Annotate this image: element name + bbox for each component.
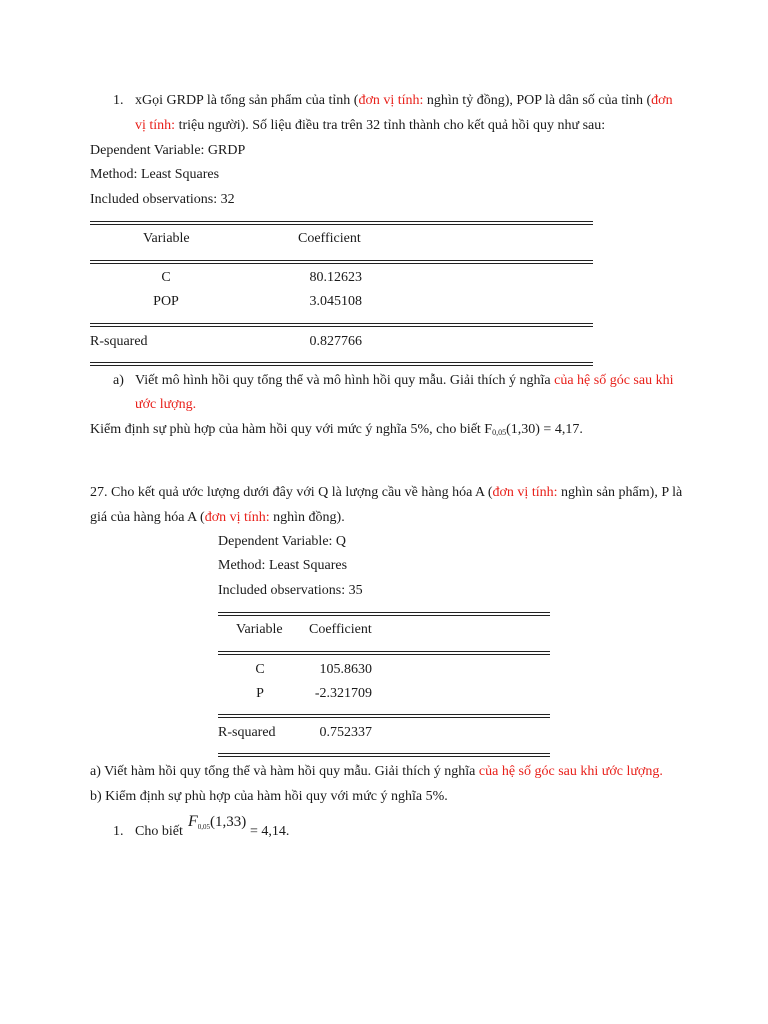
- table2-row-c-coef: 105.8630: [319, 662, 372, 677]
- table2-rsq-label: R-squared: [218, 725, 276, 740]
- q27-note-text: Cho biết: [135, 824, 183, 839]
- q1-test: [90, 421, 583, 442]
- q27-method: Method: Least Squares: [218, 558, 348, 573]
- q27-note-number: 1.: [113, 824, 124, 839]
- table2-row-p-var: P: [256, 686, 264, 701]
- table1-row-pop-coef: 3.045108: [309, 294, 362, 309]
- table1-row-c-var: C: [161, 270, 171, 285]
- table2-rule-top-1: [218, 612, 550, 613]
- table1-head-variable: Variable: [143, 231, 190, 246]
- q1-a-line1: [135, 372, 673, 390]
- table1-rule-top-1: [90, 221, 593, 222]
- q27-observations: Included observations: 35: [218, 583, 363, 598]
- q1-dependent-variable: Dependent Variable: GRDP: [90, 143, 246, 158]
- q27-line1-a: 27. Cho kết quả ước lượng dưới đây với Q là lượng cầu về hàng hóa A (: [90, 485, 493, 500]
- q1-a-red2: ước lượng.: [135, 397, 197, 412]
- q1-line1: [135, 92, 673, 110]
- q1-line1-a: xGọi GRDP là tổng sản phẩm của tỉnh (: [135, 93, 359, 108]
- table1-rule-head-2: [90, 263, 593, 264]
- q27-a-text: a) Viết hàm hồi quy tổng thể và hàm hồi quy mẫu. Giải thích ý nghĩa: [90, 764, 479, 779]
- q1-a-label: a): [113, 373, 124, 388]
- q1-line1-unit: đơn vị tính:: [358, 93, 424, 108]
- q1-line2-unit: vị tính:: [135, 118, 176, 133]
- q1-observations: Included observations: 32: [90, 192, 235, 207]
- table2-rule-bottom-2: [218, 756, 550, 757]
- table1-rule-bottom-2: [90, 365, 593, 366]
- q1-method: Method: Least Squares: [90, 167, 220, 182]
- q1-test-sub: 0,05: [492, 428, 507, 437]
- table1-rule-mid-2: [90, 326, 593, 327]
- q1-line2: [135, 117, 605, 135]
- table1-rsq-value: 0.827766: [309, 334, 362, 349]
- table2-rule-bottom-1: [218, 753, 550, 754]
- q27-line1: [90, 484, 682, 502]
- q1-number: 1.: [113, 93, 124, 108]
- q1-a-red1: của hệ số góc sau khi: [554, 373, 674, 388]
- table2-rule-head-1: [218, 651, 550, 652]
- table1-rule-top-2: [90, 224, 593, 225]
- q27-line2-b: nghìn đồng).: [269, 510, 345, 525]
- q27-a: [90, 763, 663, 781]
- table2-row-p-coef: -2.321709: [314, 686, 372, 701]
- table1-row-pop-var: POP: [153, 294, 179, 309]
- q27-dependent-variable: Dependent Variable: Q: [218, 534, 347, 549]
- q27-f-formula: [188, 813, 246, 836]
- q1-line1-unit2: đơn: [651, 93, 673, 108]
- q27-f-letter: F: [188, 813, 198, 830]
- table2-rule-mid-2: [218, 717, 550, 718]
- q27-line2-unit: đơn vị tính:: [204, 510, 270, 525]
- q27-f-tail: = 4,14.: [250, 824, 290, 839]
- q1-test-text: Kiểm định sự phù hợp của hàm hồi quy với mức ý nghĩa 5%, cho biết F: [90, 422, 493, 437]
- table1-head-coefficient: Coefficient: [298, 231, 361, 246]
- q27-line2-a: giá của hàng hóa A (: [90, 510, 205, 525]
- q1-line2-b: triệu người). Số liệu điều tra trên 32 tỉnh thành cho kết quả hồi quy như sau:: [175, 118, 606, 133]
- table1-row-c-coef: 80.12623: [309, 270, 362, 285]
- q27-f-args: (1,33): [210, 814, 247, 830]
- q27-b: b) Kiểm định sự phù hợp của hàm hồi quy với mức ý nghĩa 5%.: [90, 789, 448, 804]
- table2-head-coefficient: Coefficient: [309, 622, 372, 637]
- q27-line1-unit: đơn vị tính:: [492, 485, 558, 500]
- q27-a-red: của hệ số góc sau khi ước lượng.: [478, 764, 663, 779]
- table1-rule-mid-1: [90, 323, 593, 324]
- table1-rsq-label: R-squared: [90, 334, 148, 349]
- table1-rule-head-1: [90, 260, 593, 261]
- table2-rule-top-2: [218, 615, 550, 616]
- q27-line1-b: nghìn sản phẩm), P là: [557, 485, 683, 500]
- q1-a-text: Viết mô hình hồi quy tổng thể và mô hình hồi quy mẫu. Giải thích ý nghĩa: [135, 373, 555, 388]
- table2-rule-mid-1: [218, 714, 550, 715]
- q27-f-sub: 0,05: [197, 823, 211, 831]
- q1-test-tail: (1,30) = 4,17.: [506, 422, 583, 437]
- table2-rule-head-2: [218, 654, 550, 655]
- table1-rule-bottom-1: [90, 362, 593, 363]
- q27-line2: [90, 509, 345, 527]
- table2-head-variable: Variable: [236, 622, 283, 637]
- table2-row-c-var: C: [255, 662, 265, 677]
- table2-rsq-value: 0.752337: [319, 725, 372, 740]
- q1-line1-b: nghìn tỷ đồng), POP là dân số của tỉnh (: [423, 93, 652, 108]
